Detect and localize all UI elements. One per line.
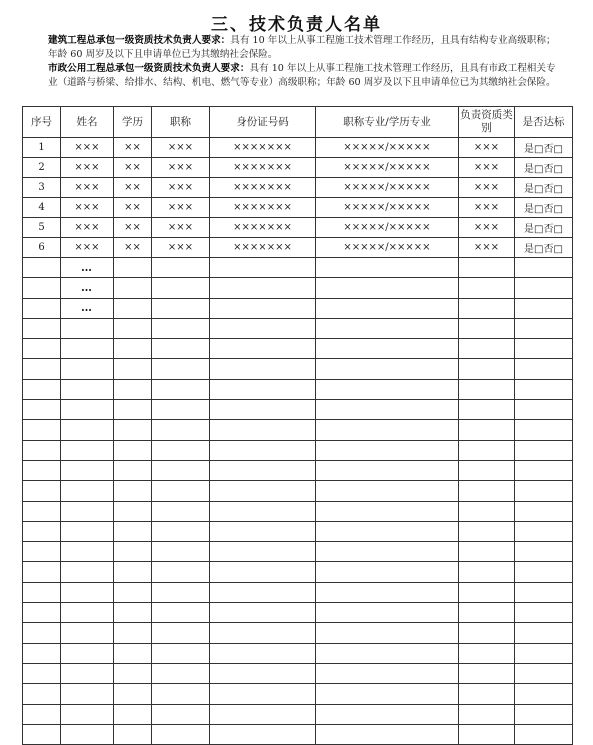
cell-qualified-checkbox[interactable]: 是□否□ bbox=[515, 138, 573, 158]
empty-cell bbox=[23, 582, 61, 602]
empty-cell bbox=[23, 460, 61, 480]
empty-cell bbox=[23, 643, 61, 663]
cell-major: ×××××/××××× bbox=[316, 198, 459, 218]
empty-cell bbox=[23, 420, 61, 440]
empty-cell bbox=[316, 379, 459, 399]
empty-cell bbox=[152, 318, 210, 338]
empty-cell bbox=[316, 339, 459, 359]
cell-no: 1 bbox=[23, 138, 61, 158]
empty-cell bbox=[114, 684, 152, 704]
empty-cell bbox=[459, 542, 515, 562]
empty-cell bbox=[210, 440, 316, 460]
requirement-municipal bbox=[48, 62, 563, 90]
cell-major: ×××××/××××× bbox=[316, 218, 459, 238]
empty-cell bbox=[114, 521, 152, 541]
empty-cell bbox=[316, 400, 459, 420]
empty-cell bbox=[114, 460, 152, 480]
empty-table-row bbox=[23, 562, 573, 582]
empty-cell bbox=[459, 643, 515, 663]
empty-cell bbox=[210, 542, 316, 562]
cell-category: ××× bbox=[459, 218, 515, 238]
empty-cell bbox=[23, 400, 61, 420]
cell-name: ××× bbox=[61, 198, 114, 218]
empty-cell bbox=[459, 684, 515, 704]
empty-cell bbox=[61, 704, 114, 724]
cell-education: ×× bbox=[114, 158, 152, 178]
empty-table-row bbox=[23, 542, 573, 562]
empty-cell bbox=[210, 562, 316, 582]
header-title: 职称 bbox=[152, 107, 210, 138]
requirement-municipal-label: 市政公用工程总承包一级资质技术负责人要求： bbox=[48, 63, 250, 74]
empty-table-row bbox=[23, 359, 573, 379]
empty-cell bbox=[210, 481, 316, 501]
empty-cell bbox=[515, 724, 573, 744]
empty-cell bbox=[210, 420, 316, 440]
table-header-row bbox=[23, 107, 573, 138]
cell-category: ××× bbox=[459, 178, 515, 198]
empty-cell bbox=[152, 582, 210, 602]
empty-cell bbox=[23, 623, 61, 643]
empty-cell bbox=[61, 521, 114, 541]
header-no: 序号 bbox=[23, 107, 61, 138]
empty-cell bbox=[114, 663, 152, 683]
empty-table-row bbox=[23, 582, 573, 602]
empty-cell bbox=[23, 501, 61, 521]
empty-cell bbox=[61, 359, 114, 379]
empty-cell bbox=[152, 643, 210, 663]
cell-title: ××× bbox=[152, 178, 210, 198]
empty-cell bbox=[459, 481, 515, 501]
empty-cell bbox=[114, 339, 152, 359]
empty-cell bbox=[459, 420, 515, 440]
cell-title: ××× bbox=[152, 198, 210, 218]
requirement-building-label: 建筑工程总承包一级资质技术负责人要求： bbox=[48, 35, 231, 46]
empty-cell bbox=[515, 460, 573, 480]
empty-cell bbox=[459, 379, 515, 399]
header-major: 职称专业/学历专业 bbox=[316, 107, 459, 138]
tech-leader-table bbox=[22, 106, 573, 745]
table-row bbox=[23, 198, 573, 218]
empty-cell bbox=[114, 582, 152, 602]
empty-cell bbox=[61, 582, 114, 602]
empty-cell bbox=[23, 521, 61, 541]
cell-id-number: ××××××× bbox=[210, 158, 316, 178]
empty-cell bbox=[459, 400, 515, 420]
empty-cell bbox=[316, 542, 459, 562]
header-qualified: 是否达标 bbox=[515, 107, 573, 138]
empty-cell bbox=[114, 379, 152, 399]
cell-category: ××× bbox=[459, 158, 515, 178]
cell-qualified-checkbox[interactable]: 是□否□ bbox=[515, 198, 573, 218]
empty-cell bbox=[316, 704, 459, 724]
requirement-building bbox=[48, 34, 563, 62]
cell-education: ×× bbox=[114, 138, 152, 158]
empty-cell bbox=[459, 521, 515, 541]
empty-cell bbox=[210, 643, 316, 663]
empty-cell bbox=[210, 339, 316, 359]
empty-cell bbox=[459, 562, 515, 582]
empty-cell bbox=[459, 318, 515, 338]
empty-table-row bbox=[23, 521, 573, 541]
table-row bbox=[23, 218, 573, 238]
empty-cell bbox=[515, 359, 573, 379]
empty-cell bbox=[515, 318, 573, 338]
empty-table-row bbox=[23, 460, 573, 480]
empty-cell bbox=[152, 684, 210, 704]
empty-cell bbox=[515, 643, 573, 663]
page-title: 三、技术负责人名单 bbox=[211, 15, 382, 35]
empty-cell bbox=[515, 521, 573, 541]
empty-cell bbox=[316, 420, 459, 440]
ellipsis-mark: … bbox=[61, 258, 114, 278]
empty-cell bbox=[152, 603, 210, 623]
empty-cell bbox=[210, 663, 316, 683]
empty-cell bbox=[61, 562, 114, 582]
empty-cell bbox=[210, 359, 316, 379]
empty-cell bbox=[316, 440, 459, 460]
empty-cell bbox=[515, 400, 573, 420]
empty-table-row bbox=[23, 704, 573, 724]
cell-qualified-checkbox[interactable]: 是□否□ bbox=[515, 218, 573, 238]
empty-cell bbox=[316, 663, 459, 683]
empty-cell bbox=[515, 440, 573, 460]
empty-cell bbox=[114, 501, 152, 521]
cell-education: ×× bbox=[114, 218, 152, 238]
empty-table-row bbox=[23, 643, 573, 663]
cell-name: ××× bbox=[61, 158, 114, 178]
header-education: 学历 bbox=[114, 107, 152, 138]
empty-cell bbox=[316, 481, 459, 501]
empty-cell bbox=[61, 663, 114, 683]
empty-cell bbox=[459, 704, 515, 724]
cell-id-number: ××××××× bbox=[210, 178, 316, 198]
empty-cell bbox=[210, 521, 316, 541]
empty-cell bbox=[61, 379, 114, 399]
cell-id-number: ××××××× bbox=[210, 198, 316, 218]
empty-cell bbox=[459, 603, 515, 623]
cell-name: ××× bbox=[61, 218, 114, 238]
empty-cell bbox=[23, 663, 61, 683]
empty-cell bbox=[152, 359, 210, 379]
empty-cell bbox=[114, 562, 152, 582]
empty-cell bbox=[61, 400, 114, 420]
empty-cell bbox=[515, 420, 573, 440]
cell-name: ××× bbox=[61, 178, 114, 198]
empty-cell bbox=[61, 542, 114, 562]
cell-education: ×× bbox=[114, 238, 152, 258]
cell-category: ××× bbox=[459, 198, 515, 218]
empty-table-row bbox=[23, 724, 573, 744]
cell-id-number: ××××××× bbox=[210, 138, 316, 158]
empty-cell bbox=[515, 501, 573, 521]
empty-cell bbox=[515, 663, 573, 683]
empty-cell bbox=[23, 684, 61, 704]
table-body bbox=[23, 138, 573, 745]
empty-cell bbox=[61, 643, 114, 663]
empty-cell bbox=[316, 623, 459, 643]
empty-cell bbox=[515, 704, 573, 724]
empty-cell bbox=[459, 501, 515, 521]
ellipsis-row bbox=[23, 278, 573, 298]
table-row bbox=[23, 238, 573, 258]
empty-cell bbox=[152, 481, 210, 501]
empty-cell bbox=[210, 704, 316, 724]
empty-cell bbox=[152, 623, 210, 643]
empty-table-row bbox=[23, 420, 573, 440]
cell-category: ××× bbox=[459, 138, 515, 158]
header-category: 负责资质类别 bbox=[459, 107, 515, 138]
empty-cell bbox=[459, 724, 515, 744]
empty-table-row bbox=[23, 684, 573, 704]
empty-cell bbox=[210, 318, 316, 338]
ellipsis-mark: … bbox=[61, 298, 114, 318]
empty-cell bbox=[23, 339, 61, 359]
empty-cell bbox=[152, 339, 210, 359]
empty-cell bbox=[61, 318, 114, 338]
empty-cell bbox=[152, 420, 210, 440]
empty-cell bbox=[23, 562, 61, 582]
empty-cell bbox=[114, 643, 152, 663]
cell-qualified-checkbox[interactable]: 是□否□ bbox=[515, 178, 573, 198]
cell-name: ××× bbox=[61, 138, 114, 158]
empty-cell bbox=[114, 440, 152, 460]
empty-cell bbox=[152, 542, 210, 562]
empty-cell bbox=[459, 440, 515, 460]
cell-no: 6 bbox=[23, 238, 61, 258]
empty-cell bbox=[23, 359, 61, 379]
empty-cell bbox=[210, 501, 316, 521]
cell-no: 5 bbox=[23, 218, 61, 238]
empty-cell bbox=[316, 603, 459, 623]
empty-cell bbox=[210, 623, 316, 643]
empty-cell bbox=[152, 460, 210, 480]
empty-cell bbox=[316, 359, 459, 379]
empty-cell bbox=[152, 501, 210, 521]
empty-cell bbox=[114, 481, 152, 501]
ellipsis-mark: … bbox=[61, 278, 114, 298]
empty-cell bbox=[210, 460, 316, 480]
table-row bbox=[23, 178, 573, 198]
empty-table-row bbox=[23, 339, 573, 359]
empty-cell bbox=[61, 501, 114, 521]
header-name: 姓名 bbox=[61, 107, 114, 138]
empty-cell bbox=[23, 481, 61, 501]
empty-table-row bbox=[23, 379, 573, 399]
empty-cell bbox=[23, 724, 61, 744]
empty-cell bbox=[152, 704, 210, 724]
empty-cell bbox=[23, 318, 61, 338]
empty-cell bbox=[210, 379, 316, 399]
empty-table-row bbox=[23, 481, 573, 501]
empty-cell bbox=[459, 623, 515, 643]
cell-no: 4 bbox=[23, 198, 61, 218]
empty-cell bbox=[61, 420, 114, 440]
empty-cell bbox=[316, 643, 459, 663]
empty-cell bbox=[114, 359, 152, 379]
empty-cell bbox=[515, 562, 573, 582]
empty-cell bbox=[114, 542, 152, 562]
cell-qualified-checkbox[interactable]: 是□否□ bbox=[515, 238, 573, 258]
empty-cell bbox=[61, 440, 114, 460]
empty-cell bbox=[316, 318, 459, 338]
empty-cell bbox=[459, 339, 515, 359]
empty-cell bbox=[210, 400, 316, 420]
cell-major: ×××××/××××× bbox=[316, 178, 459, 198]
table-row bbox=[23, 138, 573, 158]
table-row bbox=[23, 158, 573, 178]
empty-table-row bbox=[23, 623, 573, 643]
empty-cell bbox=[316, 501, 459, 521]
empty-cell bbox=[61, 623, 114, 643]
empty-cell bbox=[515, 623, 573, 643]
cell-no: 3 bbox=[23, 178, 61, 198]
cell-qualified-checkbox[interactable]: 是□否□ bbox=[515, 158, 573, 178]
cell-name: ××× bbox=[61, 238, 114, 258]
empty-cell bbox=[459, 663, 515, 683]
ellipsis-row bbox=[23, 258, 573, 278]
empty-cell bbox=[210, 582, 316, 602]
empty-cell bbox=[316, 521, 459, 541]
requirement-building-text: 具有 10 年以上从事工程施工技术管理工作经历，且具有结构专业高级职称；年龄 60 周岁及以下且申请单位已为其缴纳社会保险。 bbox=[48, 35, 556, 60]
empty-cell bbox=[316, 724, 459, 744]
empty-cell bbox=[114, 603, 152, 623]
empty-cell bbox=[114, 623, 152, 643]
cell-education: ×× bbox=[114, 198, 152, 218]
empty-table-row bbox=[23, 318, 573, 338]
ellipsis-row bbox=[23, 298, 573, 318]
empty-cell bbox=[114, 400, 152, 420]
empty-cell bbox=[61, 339, 114, 359]
empty-cell bbox=[152, 663, 210, 683]
empty-table-row bbox=[23, 440, 573, 460]
cell-major: ×××××/××××× bbox=[316, 158, 459, 178]
empty-cell bbox=[152, 562, 210, 582]
empty-cell bbox=[114, 724, 152, 744]
cell-major: ×××××/××××× bbox=[316, 238, 459, 258]
empty-cell bbox=[515, 542, 573, 562]
empty-cell bbox=[152, 724, 210, 744]
empty-cell bbox=[515, 481, 573, 501]
empty-cell bbox=[114, 420, 152, 440]
cell-major: ×××××/××××× bbox=[316, 138, 459, 158]
empty-cell bbox=[23, 542, 61, 562]
empty-cell bbox=[515, 603, 573, 623]
empty-cell bbox=[152, 379, 210, 399]
cell-id-number: ××××××× bbox=[210, 218, 316, 238]
empty-cell bbox=[61, 460, 114, 480]
empty-cell bbox=[210, 724, 316, 744]
empty-cell bbox=[316, 562, 459, 582]
cell-id-number: ××××××× bbox=[210, 238, 316, 258]
empty-cell bbox=[515, 684, 573, 704]
empty-cell bbox=[114, 704, 152, 724]
empty-table-row bbox=[23, 501, 573, 521]
cell-category: ××× bbox=[459, 238, 515, 258]
empty-cell bbox=[23, 440, 61, 460]
cell-title: ××× bbox=[152, 138, 210, 158]
empty-cell bbox=[23, 704, 61, 724]
requirement-municipal-text: 具有 10 年以上从事工程施工技术管理工作经历，且具有市政工程相关专业（道路与桥梁、给排水、结构、机电、燃气等专业）高级职称；年龄 60 周岁及以下且申请单位已为其缴纳社会保险。 bbox=[48, 63, 556, 88]
empty-cell bbox=[114, 318, 152, 338]
empty-cell bbox=[459, 460, 515, 480]
cell-title: ××× bbox=[152, 218, 210, 238]
empty-cell bbox=[316, 684, 459, 704]
empty-cell bbox=[23, 603, 61, 623]
cell-title: ××× bbox=[152, 238, 210, 258]
empty-cell bbox=[459, 582, 515, 602]
empty-cell bbox=[515, 339, 573, 359]
empty-cell bbox=[210, 603, 316, 623]
empty-cell bbox=[61, 603, 114, 623]
empty-cell bbox=[152, 440, 210, 460]
empty-cell bbox=[515, 582, 573, 602]
empty-cell bbox=[61, 724, 114, 744]
empty-cell bbox=[23, 379, 61, 399]
empty-cell bbox=[210, 684, 316, 704]
empty-table-row bbox=[23, 603, 573, 623]
empty-cell bbox=[316, 460, 459, 480]
cell-title: ××× bbox=[152, 158, 210, 178]
empty-cell bbox=[61, 684, 114, 704]
empty-cell bbox=[515, 379, 573, 399]
empty-cell bbox=[152, 400, 210, 420]
cell-education: ×× bbox=[114, 178, 152, 198]
header-id-number: 身份证号码 bbox=[210, 107, 316, 138]
cell-no: 2 bbox=[23, 158, 61, 178]
empty-cell bbox=[316, 582, 459, 602]
empty-table-row bbox=[23, 400, 573, 420]
empty-cell bbox=[61, 481, 114, 501]
empty-cell bbox=[152, 521, 210, 541]
empty-table-row bbox=[23, 663, 573, 683]
empty-cell bbox=[459, 359, 515, 379]
